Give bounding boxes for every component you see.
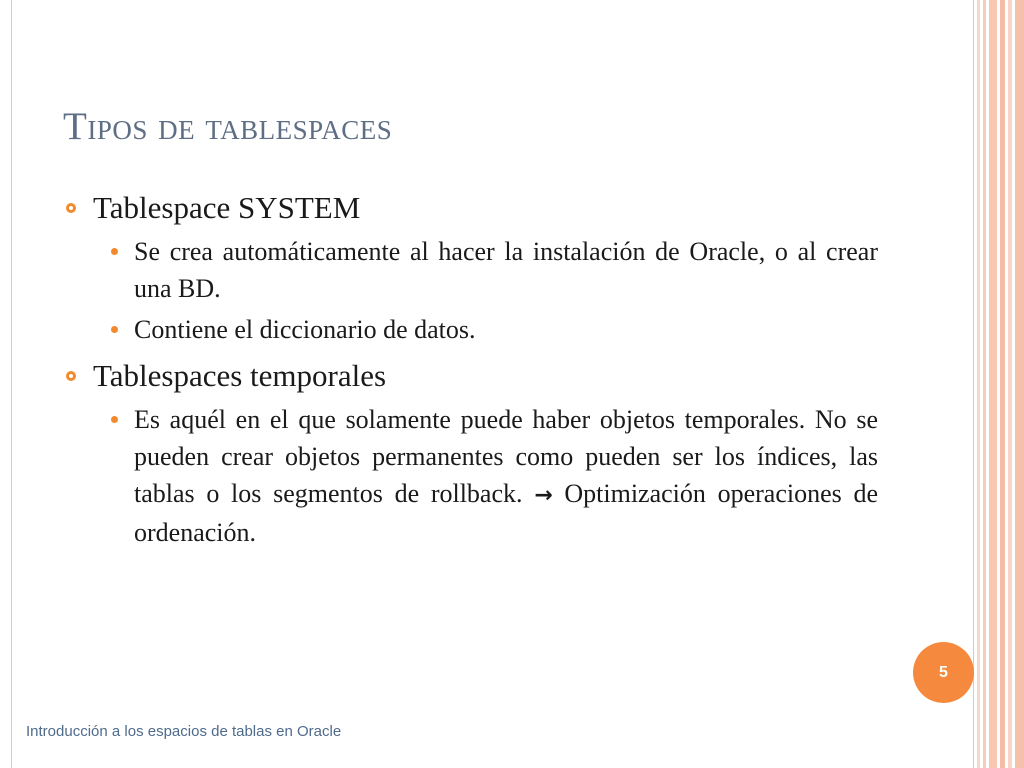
- decorative-stripe: [1008, 0, 1012, 768]
- bullet-text: Es aquél en el que solamente puede haber objetos temporales. No se pueden crear objetos permanentes como pueden ser los índices, las tablas o los segmentos de rollback.: [134, 405, 878, 508]
- bullet-text: Tablespaces temporales: [93, 358, 387, 393]
- slide-content: [64, 188, 878, 551]
- dot-bullet-icon: [111, 416, 118, 423]
- dot-bullet-icon: [111, 326, 118, 333]
- ring-bullet-icon: [66, 203, 76, 213]
- decorative-stripe: [977, 0, 980, 768]
- arrow-right-icon: →: [534, 483, 553, 508]
- bullet-text: Se crea automáticamente al hacer la instalación de Oracle, o al crear una BD.: [134, 237, 878, 303]
- page-number-badge: [913, 642, 974, 703]
- decorative-stripe: [1015, 0, 1024, 768]
- bullet-level1: [64, 356, 878, 396]
- bullet-text: Contiene el diccionario de datos.: [134, 315, 476, 344]
- page-number: 5: [939, 663, 948, 681]
- bullet-level2: [134, 311, 878, 348]
- decorative-stripe: [983, 0, 986, 768]
- decorative-stripe: [989, 0, 997, 768]
- bullet-text: Optimización operaciones de ordenación.: [134, 479, 879, 547]
- dot-bullet-icon: [111, 248, 118, 255]
- footer-text: Introducción a los espacios de tablas en Oracle: [26, 723, 342, 740]
- decorative-stripe: [1000, 0, 1005, 768]
- bullet-text: Tablespace SYSTEM: [93, 190, 361, 225]
- slide-title: Tipos de tablespaces: [63, 105, 393, 148]
- ring-bullet-icon: [66, 371, 76, 381]
- bullet-level2: [134, 401, 878, 551]
- bullet-level2: [134, 233, 878, 307]
- bullet-level1: [64, 188, 878, 228]
